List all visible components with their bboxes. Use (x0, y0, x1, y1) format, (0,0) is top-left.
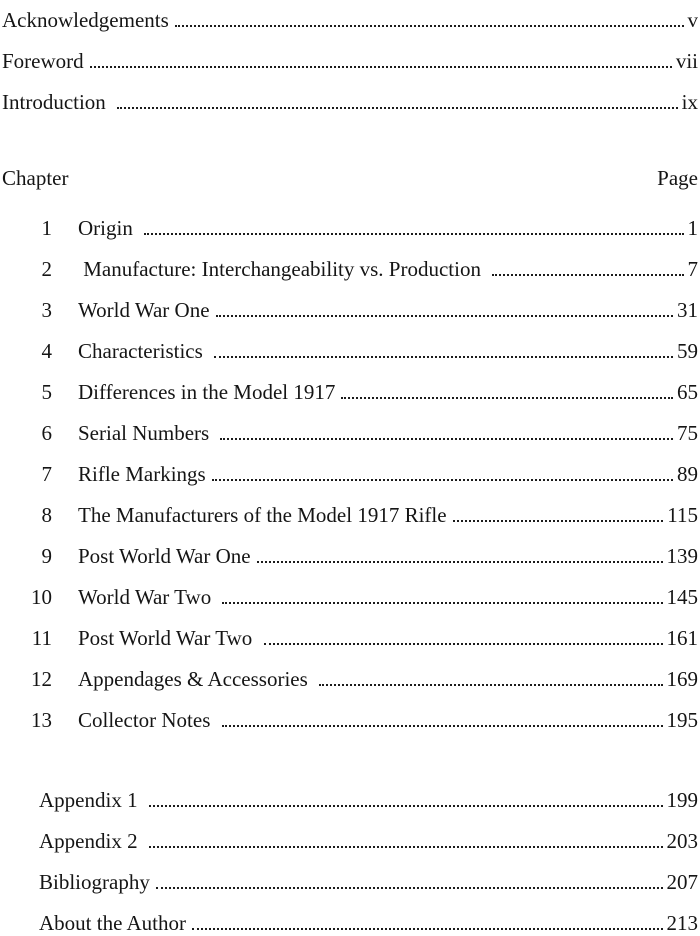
chapter-number: 10 (31, 585, 52, 609)
chapter-number: 2 (41, 257, 52, 281)
chapter-title: Characteristics (78, 339, 209, 363)
entry-title: Foreword (2, 49, 84, 73)
back-matter-list (2, 787, 698, 936)
chapter-page-number: 115 (667, 503, 698, 527)
chapter-title: Collector Notes (78, 708, 216, 732)
chapter-title: Post World War One (78, 544, 251, 568)
dot-leader (341, 397, 673, 399)
entry-page-number: v (687, 8, 698, 32)
toc-column-headers (2, 165, 698, 191)
chapter-page-number: 169 (666, 667, 698, 691)
dot-leader (264, 643, 663, 645)
entry-page-number: ix (681, 90, 698, 114)
chapter-page-number: 31 (677, 298, 698, 322)
entry-title: Introduction (2, 90, 112, 114)
chapter-number: 11 (31, 626, 52, 650)
entry-title: Appendix 2 (39, 829, 143, 853)
chapter-column-label: Chapter (2, 166, 69, 190)
dot-leader (149, 846, 663, 848)
entry-page-number: 199 (666, 788, 698, 812)
dot-leader (319, 684, 662, 686)
chapter-entry (2, 215, 698, 241)
dot-leader (214, 356, 673, 358)
chapter-number: 1 (41, 216, 52, 240)
chapter-entry (2, 584, 698, 610)
chapter-title: Serial Numbers (78, 421, 215, 445)
chapter-entry (2, 625, 698, 651)
chapter-page-number: 59 (677, 339, 698, 363)
chapter-title: Origin (78, 216, 139, 240)
chapter-number: 8 (41, 503, 52, 527)
entry-title: Acknowledgements (2, 8, 169, 32)
back-matter-entry (39, 787, 698, 813)
chapter-page-number: 7 (687, 257, 698, 281)
chapter-number: 5 (41, 380, 52, 404)
chapter-entry (2, 707, 698, 733)
chapter-entry (2, 543, 698, 569)
chapter-page-number: 75 (677, 421, 698, 445)
dot-leader (192, 928, 663, 930)
chapter-entry (2, 666, 698, 692)
dot-leader (492, 274, 683, 276)
back-matter-entry (39, 910, 698, 936)
entry-title: Appendix 1 (39, 788, 143, 812)
chapter-number: 6 (41, 421, 52, 445)
chapter-page-number: 139 (666, 544, 698, 568)
chapter-number: 12 (31, 667, 52, 691)
chapter-number: 4 (41, 339, 52, 363)
dot-leader (212, 479, 673, 481)
dot-leader (149, 805, 663, 807)
dot-leader (222, 602, 662, 604)
chapter-entry (2, 420, 698, 446)
entry-title: About the Author (39, 911, 186, 935)
page-column-label: Page (657, 166, 698, 190)
front-matter-entry (2, 7, 698, 33)
chapter-entry (2, 502, 698, 528)
dot-leader (175, 25, 684, 27)
chapter-page-number: 1 (687, 216, 698, 240)
chapter-title: Manufacture: Interchangeability vs. Production (78, 257, 487, 281)
entry-page-number: 203 (666, 829, 698, 853)
dot-leader (222, 725, 663, 727)
dot-leader (144, 233, 683, 235)
entry-title: Bibliography (39, 870, 150, 894)
entry-page-number: 207 (666, 870, 698, 894)
chapter-title: The Manufacturers of the Model 1917 Rifle (78, 503, 447, 527)
chapter-page-number: 65 (677, 380, 698, 404)
chapter-title: Differences in the Model 1917 (78, 380, 336, 404)
dot-leader (156, 887, 663, 889)
chapter-entry (2, 461, 698, 487)
chapter-entry (2, 297, 698, 323)
dot-leader (216, 315, 673, 317)
chapter-number: 9 (41, 544, 52, 568)
chapter-page-number: 89 (677, 462, 698, 486)
chapter-entry (2, 256, 698, 282)
dot-leader (453, 520, 664, 522)
chapter-page-number: 145 (666, 585, 698, 609)
entry-page-number: vii (675, 49, 698, 73)
back-matter-entry (39, 869, 698, 895)
dot-leader (117, 107, 678, 109)
chapter-title: World War Two (78, 585, 217, 609)
front-matter-entry (2, 48, 698, 74)
chapter-page-number: 161 (666, 626, 698, 650)
chapter-page-number: 195 (666, 708, 698, 732)
entry-page-number: 213 (666, 911, 698, 935)
chapter-title: Rifle Markings (78, 462, 206, 486)
chapter-title: Post World War Two (78, 626, 258, 650)
chapter-entry (2, 338, 698, 364)
back-matter-entry (39, 828, 698, 854)
dot-leader (220, 438, 673, 440)
chapter-entry (2, 379, 698, 405)
chapter-number: 13 (31, 708, 52, 732)
dot-leader (257, 561, 663, 563)
front-matter-list (2, 7, 698, 115)
chapter-number: 7 (41, 462, 52, 486)
front-matter-entry (2, 89, 698, 115)
chapter-title: Appendages & Accessories (78, 667, 314, 691)
dot-leader (90, 66, 672, 68)
chapter-title: World War One (78, 298, 210, 322)
chapter-list (2, 215, 698, 733)
chapter-number: 3 (41, 298, 52, 322)
